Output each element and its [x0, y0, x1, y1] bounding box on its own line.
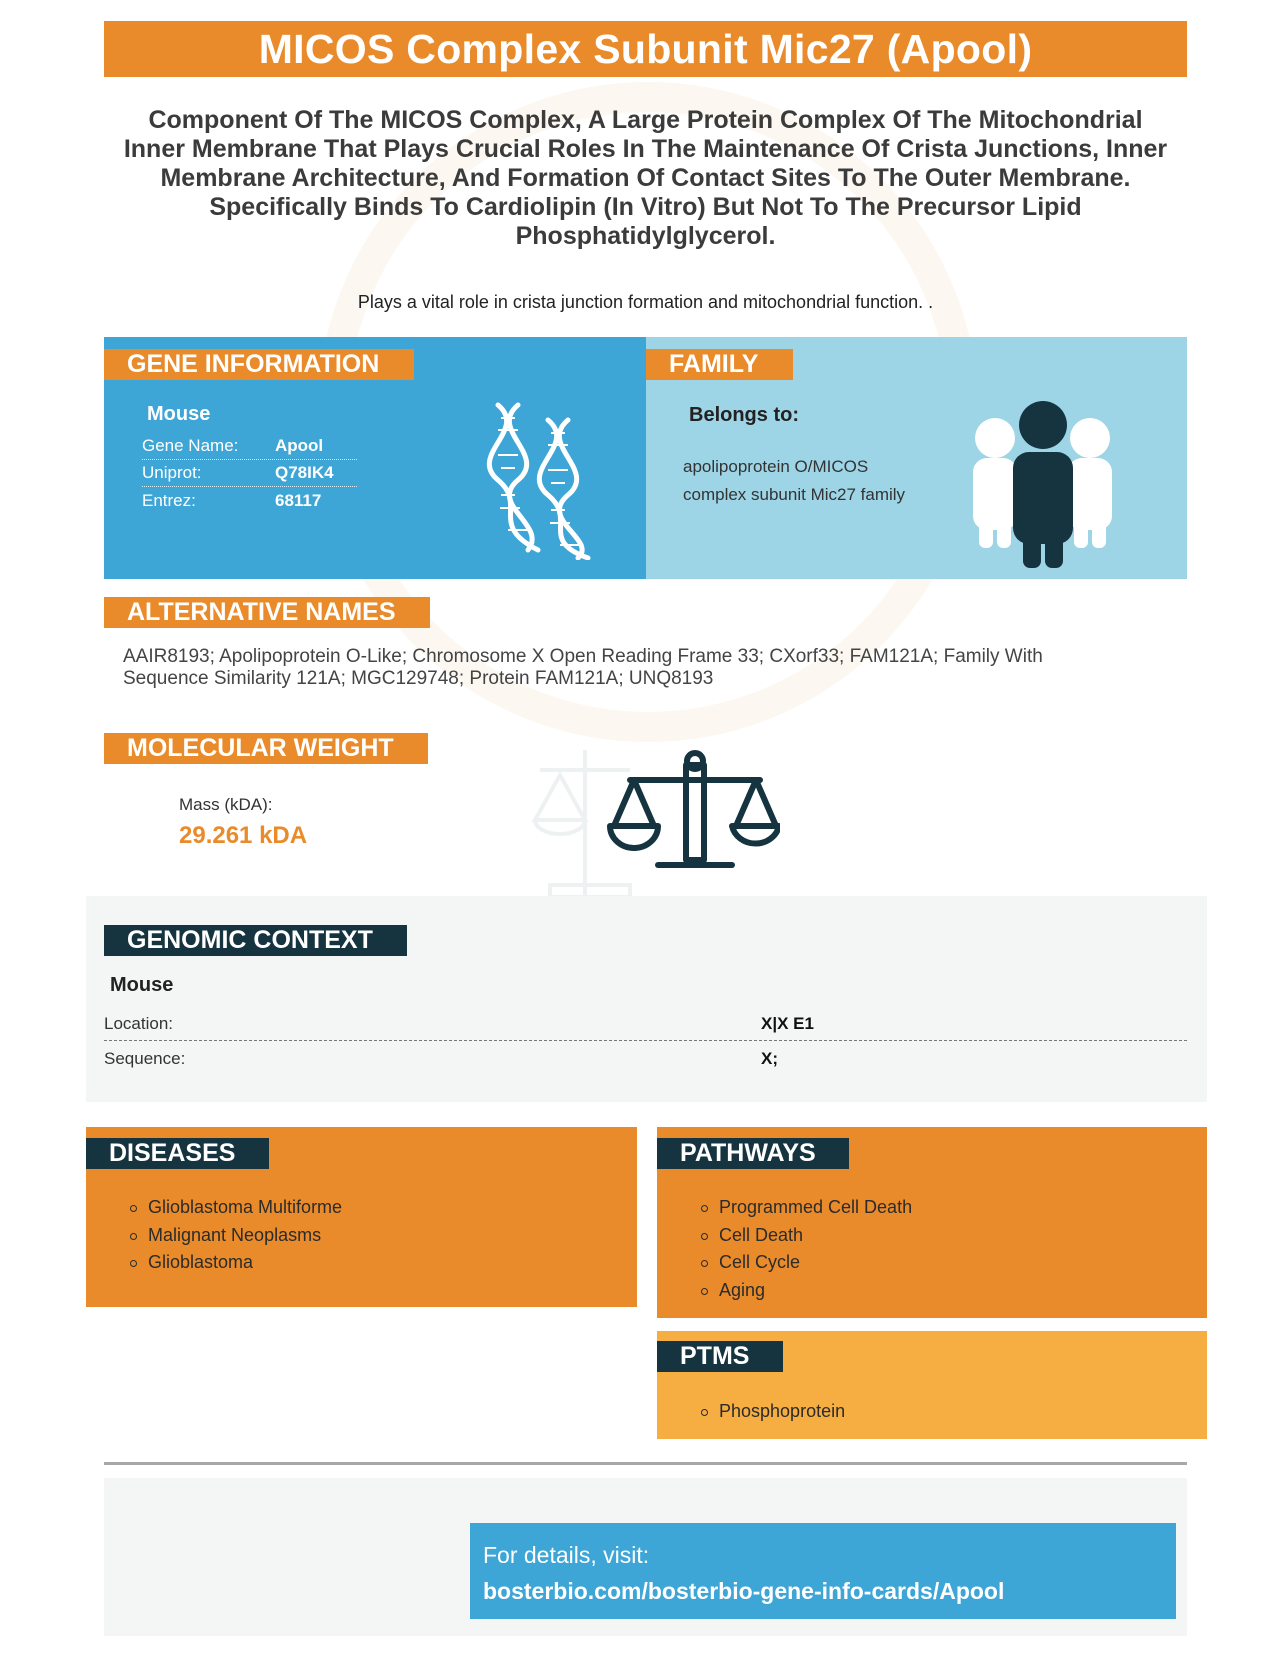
gene-row-value: Apool [275, 436, 324, 455]
gene-organism: Mouse [147, 403, 211, 425]
mass-label: Mass (kDA): [179, 795, 273, 814]
list-item: Glioblastoma Multiforme [130, 1194, 342, 1222]
function-note: Plays a vital role in crista junction formation and mitochondrial function. . [357, 292, 934, 312]
genomic-context-heading: GENOMIC CONTEXT [104, 925, 407, 956]
genomic-row-sequence [104, 1042, 1187, 1076]
genomic-row-label: Sequence: [104, 1049, 186, 1068]
molecular-weight-heading: MOLECULAR WEIGHT [104, 733, 428, 764]
details-link-box[interactable] [470, 1523, 1176, 1619]
mass-value: 29.261 kDA [179, 822, 308, 849]
genomic-row-label: Location: [104, 1013, 173, 1033]
balance-scale-icon [530, 730, 780, 900]
title-bar [104, 21, 1187, 77]
gene-row-label: Entrez: [142, 490, 196, 510]
people-group-icon [965, 400, 1125, 570]
list-item: Cell Death [701, 1222, 912, 1250]
genomic-organism: Mouse [110, 974, 174, 996]
belongs-to-label: Belongs to: [689, 404, 799, 426]
gene-row-gene-name [142, 433, 357, 460]
pathways-heading: PATHWAYS [657, 1138, 849, 1169]
diseases-heading: DISEASES [86, 1138, 269, 1169]
genomic-row-value: X|X E1 [761, 1013, 814, 1033]
dna-helix-icon [468, 400, 618, 560]
list-item: Phosphoprotein [701, 1398, 845, 1426]
diseases-list [130, 1194, 342, 1277]
gene-row-label: Uniprot: [142, 463, 202, 482]
pathways-list [701, 1194, 912, 1304]
list-item: Malignant Neoplasms [130, 1222, 342, 1250]
protein-summary: Component Of The MICOS Complex, A Large Protein Complex Of The Mitochondrial Inner Membrane That Plays Crucial Roles In The Maintenance Of Crista Junctions, Inner Membrane Architecture, And Formation Of Contact Sites To The Outer Membrane. Specifically Binds To Cardiolipin (In Vitro) But Not To The Precursor Lipid Phosphatidylglycerol. [123, 106, 1168, 250]
alternative-names-text: AAIR8193; Apolipoprotein O-Like; Chromosome X Open Reading Frame 33; CXorf33; FAM121A; Family With Sequence Similarity 121A; MGC129748; Protein FAM121A; UNQ8193 [123, 646, 1043, 689]
gene-row-uniprot [142, 460, 357, 487]
page-title: MICOS Complex Subunit Mic27 (Apool) [258, 25, 1033, 72]
gene-row-label: Gene Name: [142, 436, 239, 455]
family-heading: FAMILY [646, 349, 793, 380]
gene-information-heading: GENE INFORMATION [104, 349, 414, 380]
ptms-heading: PTMS [657, 1341, 783, 1372]
gene-row-value: 68117 [275, 490, 322, 510]
alternative-names-heading: ALTERNATIVE NAMES [104, 597, 430, 628]
list-item: Aging [701, 1277, 912, 1305]
list-item: Glioblastoma [130, 1249, 342, 1277]
genomic-row-location [104, 1007, 1187, 1041]
list-item: Programmed Cell Death [701, 1194, 912, 1222]
section-divider [104, 1462, 1187, 1465]
family-description: apolipoprotein O/MICOS complex subunit Mic27 family [683, 457, 906, 504]
details-url-link[interactable]: bosterbio.com/bosterbio-gene-info-cards/Apool [483, 1578, 1005, 1604]
ptms-list [701, 1398, 845, 1426]
details-label: For details, visit: [483, 1542, 650, 1568]
gene-row-value: Q78IK4 [275, 463, 334, 482]
gene-row-entrez [142, 487, 357, 514]
list-item: Cell Cycle [701, 1249, 912, 1277]
genomic-row-value: X; [761, 1049, 778, 1068]
